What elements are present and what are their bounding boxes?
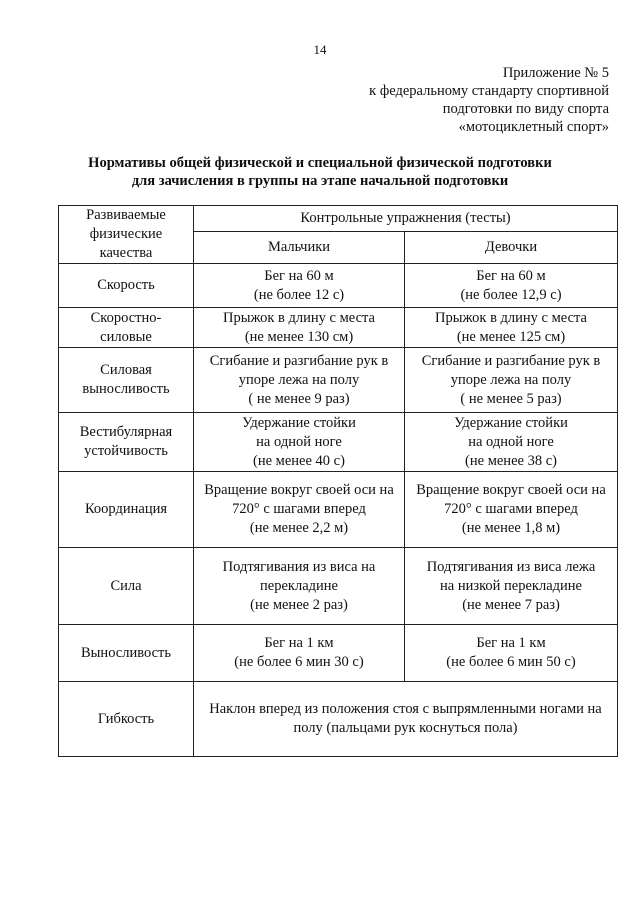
page-number: 14 — [313, 42, 327, 57]
appendix-line: к федеральному стандарту спортивной — [369, 83, 609, 99]
boys-norm-cell: Подтягивания из виса на перекладине (не менее 2 раз) — [194, 548, 405, 625]
table-row — [59, 264, 618, 308]
quality-cell: Скоростно- силовые — [59, 308, 194, 348]
appendix-line: подготовки по виду спорта — [442, 101, 609, 117]
girls-norm-cell: Бег на 1 км (не более 6 мин 50 с) — [405, 625, 618, 682]
quality-cell: Координация — [59, 472, 194, 548]
boys-norm-cell: Прыжок в длину с места (не менее 130 см) — [194, 308, 405, 348]
girls-norm-cell: Удержание стойки на одной ноге (не менее 38 с) — [405, 413, 618, 472]
document-title — [0, 154, 640, 190]
boys-norm-cell: Бег на 60 м (не более 12 с) — [194, 264, 405, 308]
quality-cell: Сила — [59, 548, 194, 625]
boys-norm-cell: Бег на 1 км (не более 6 мин 30 с) — [194, 625, 405, 682]
table-row — [59, 308, 618, 348]
girls-norm-cell: Прыжок в длину с места (не менее 125 см) — [405, 308, 618, 348]
header-boys: Мальчики — [194, 232, 405, 264]
quality-cell: Скорость — [59, 264, 194, 308]
quality-cell: Гибкость — [59, 682, 194, 757]
table-row — [59, 625, 618, 682]
girls-norm-cell: Бег на 60 м (не более 12,9 с) — [405, 264, 618, 308]
title-line: для зачисления в группы на этапе начальной подготовки — [131, 173, 509, 189]
girls-norm-cell: Вращение вокруг своей оси на 720° с шагами вперед (не менее 1,8 м) — [405, 472, 618, 548]
quality-cell: Силовая выносливость — [59, 348, 194, 413]
appendix-block — [369, 64, 609, 136]
norms-table — [58, 205, 618, 757]
header-girls: Девочки — [405, 232, 618, 264]
table-row — [59, 682, 618, 757]
boys-norm-cell: Удержание стойки на одной ноге (не менее 40 с) — [194, 413, 405, 472]
appendix-line: Приложение № 5 — [502, 65, 609, 81]
appendix-line: «мотоциклетный спорт» — [458, 119, 609, 135]
table-header-row — [59, 206, 618, 232]
quality-cell: Вестибулярная устойчивость — [59, 413, 194, 472]
table-row — [59, 472, 618, 548]
title-line: Нормативы общей физической и специальной физической подготовки — [88, 155, 552, 171]
boys-norm-cell: Сгибание и разгибание рук в упоре лежа на полу ( не менее 9 раз) — [194, 348, 405, 413]
header-qualities: Развиваемые физические качества — [59, 206, 194, 264]
girls-norm-cell: Сгибание и разгибание рук в упоре лежа на полу ( не менее 5 раз) — [405, 348, 618, 413]
table-row — [59, 348, 618, 413]
boys-norm-cell: Вращение вокруг своей оси на 720° с шагами вперед (не менее 2,2 м) — [194, 472, 405, 548]
shared-norm-cell: Наклон вперед из положения стоя с выпрямленными ногами на полу (пальцами рук коснуться пола) — [194, 682, 618, 757]
table-row — [59, 548, 618, 625]
girls-norm-cell: Подтягивания из виса лежа на низкой перекладине (не менее 7 раз) — [405, 548, 618, 625]
table-row — [59, 413, 618, 472]
quality-cell: Выносливость — [59, 625, 194, 682]
header-tests: Контрольные упражнения (тесты) — [194, 206, 618, 232]
